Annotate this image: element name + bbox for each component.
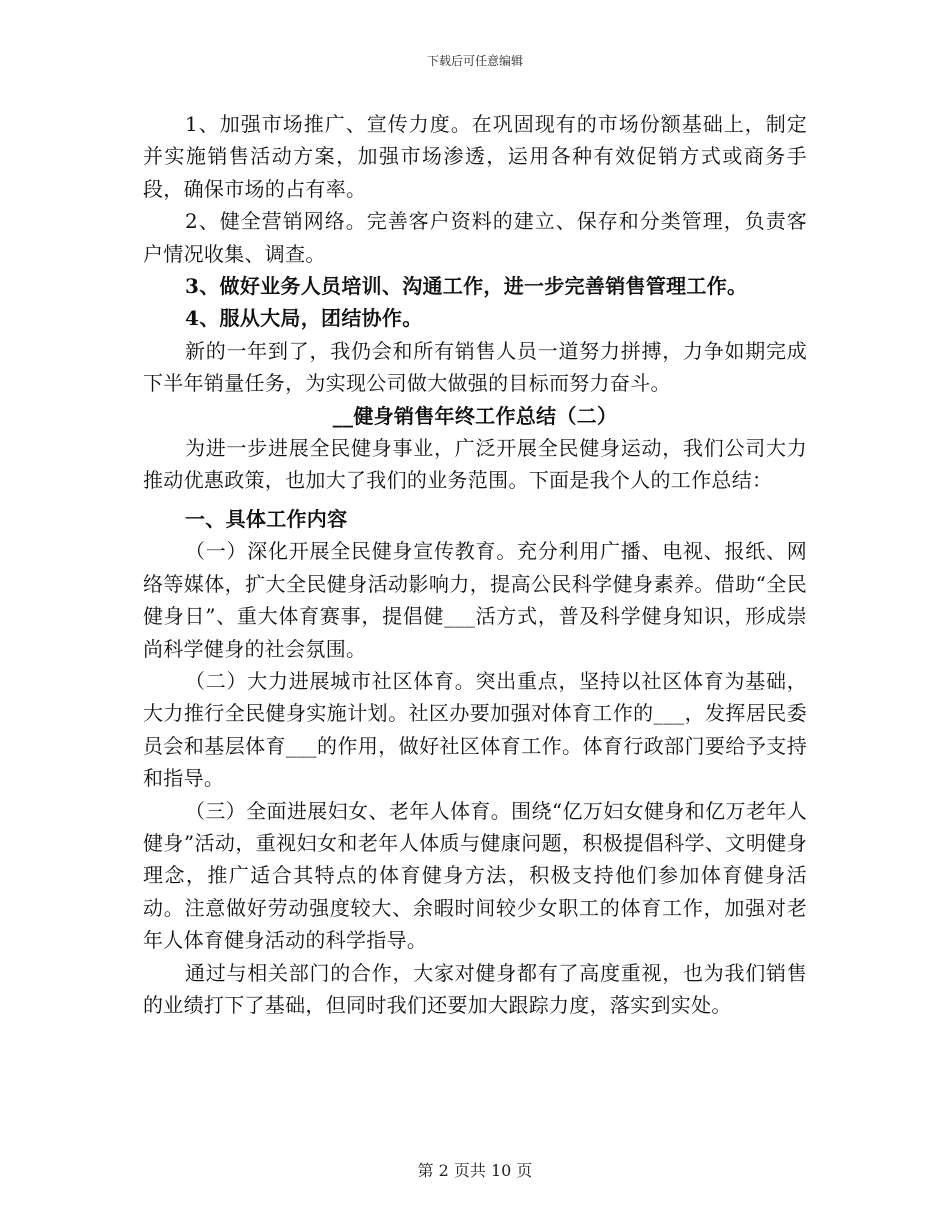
paragraph-3-bold: 3、做好业务人员培训、沟通工作，进一步完善销售管理工作。 — [185, 274, 748, 299]
subheading-work-content: 一、具体工作内容 — [185, 506, 348, 531]
page-header: 下载后可任意编辑 — [426, 54, 523, 68]
paragraph-2: 2、健全营销网络。完善客户资料的建立、保存和分类管理，负责客户情况收集、调查。 — [143, 209, 807, 266]
paragraph-intro: 为进一步进展全民健身事业，广泛开展全民健身运动，我们公司大力推动优惠政策，也加大了我们的业务范围。下面是我个人的工作总结： — [143, 436, 807, 493]
item-1: （一）深化开展全民健身宣传教育。充分利用广播、电视、报纸、网络等媒体，扩大全民健身活动影响力，提高公民科学健身素养。借助“全民健身日”、重大体育赛事，提倡健___活方式，普及科学健身知识，形成崇尚科学健身的社会氛围。 — [143, 539, 807, 661]
paragraph-5: 新的一年到了，我仍会和所有销售人员一道努力拼搏，力争如期完成下半年销量任务，为实现公司做大做强的目标而努力奋斗。 — [143, 338, 807, 396]
item-3: （三）全面进展妇女、老年人体育。围绕“亿万妇女健身和亿万老年人健身”活动，重视妇女和老年人体质与健康问题，积极提倡科学、文明健身理念，推广适合其特点的体育健身方法，积极支持他们参加体育健身活动。注意做好劳动强度较大、余暇时间较少女职工的体育工作，加强对老年人体育健身活动的科学指导。 — [143, 798, 807, 953]
document-body — [143, 108, 807, 1021]
item-2: （二）大力进展城市社区体育。突出重点，坚持以社区体育为基础，大力推行全民健身实施计划。社区办要加强对体育工作的___，发挥居民委员会和基层体育___的作用，做好社区体育工作。体育行政部门要给予支持和指导。 — [143, 668, 807, 791]
paragraph-closing: 通过与相关部门的合作，大家对健身都有了高度重视，也为我们销售的业绩打下了基础，但同时我们还要加大跟踪力度，落实到实处。 — [143, 960, 807, 1017]
paragraph-1: 1、加强市场推广、宣传力度。在巩固现有的市场份额基础上，制定并实施销售活动方案，加强市场渗透，运用各种有效促销方式或商务手段，确保市场的占有率。 — [143, 112, 807, 201]
paragraph-4-bold: 4、服从大局，团结协作。 — [185, 306, 423, 331]
section-title: __健身销售年终工作总结（二） — [332, 403, 618, 428]
page-footer: 第 2 页共 10 页 — [417, 1161, 533, 1180]
